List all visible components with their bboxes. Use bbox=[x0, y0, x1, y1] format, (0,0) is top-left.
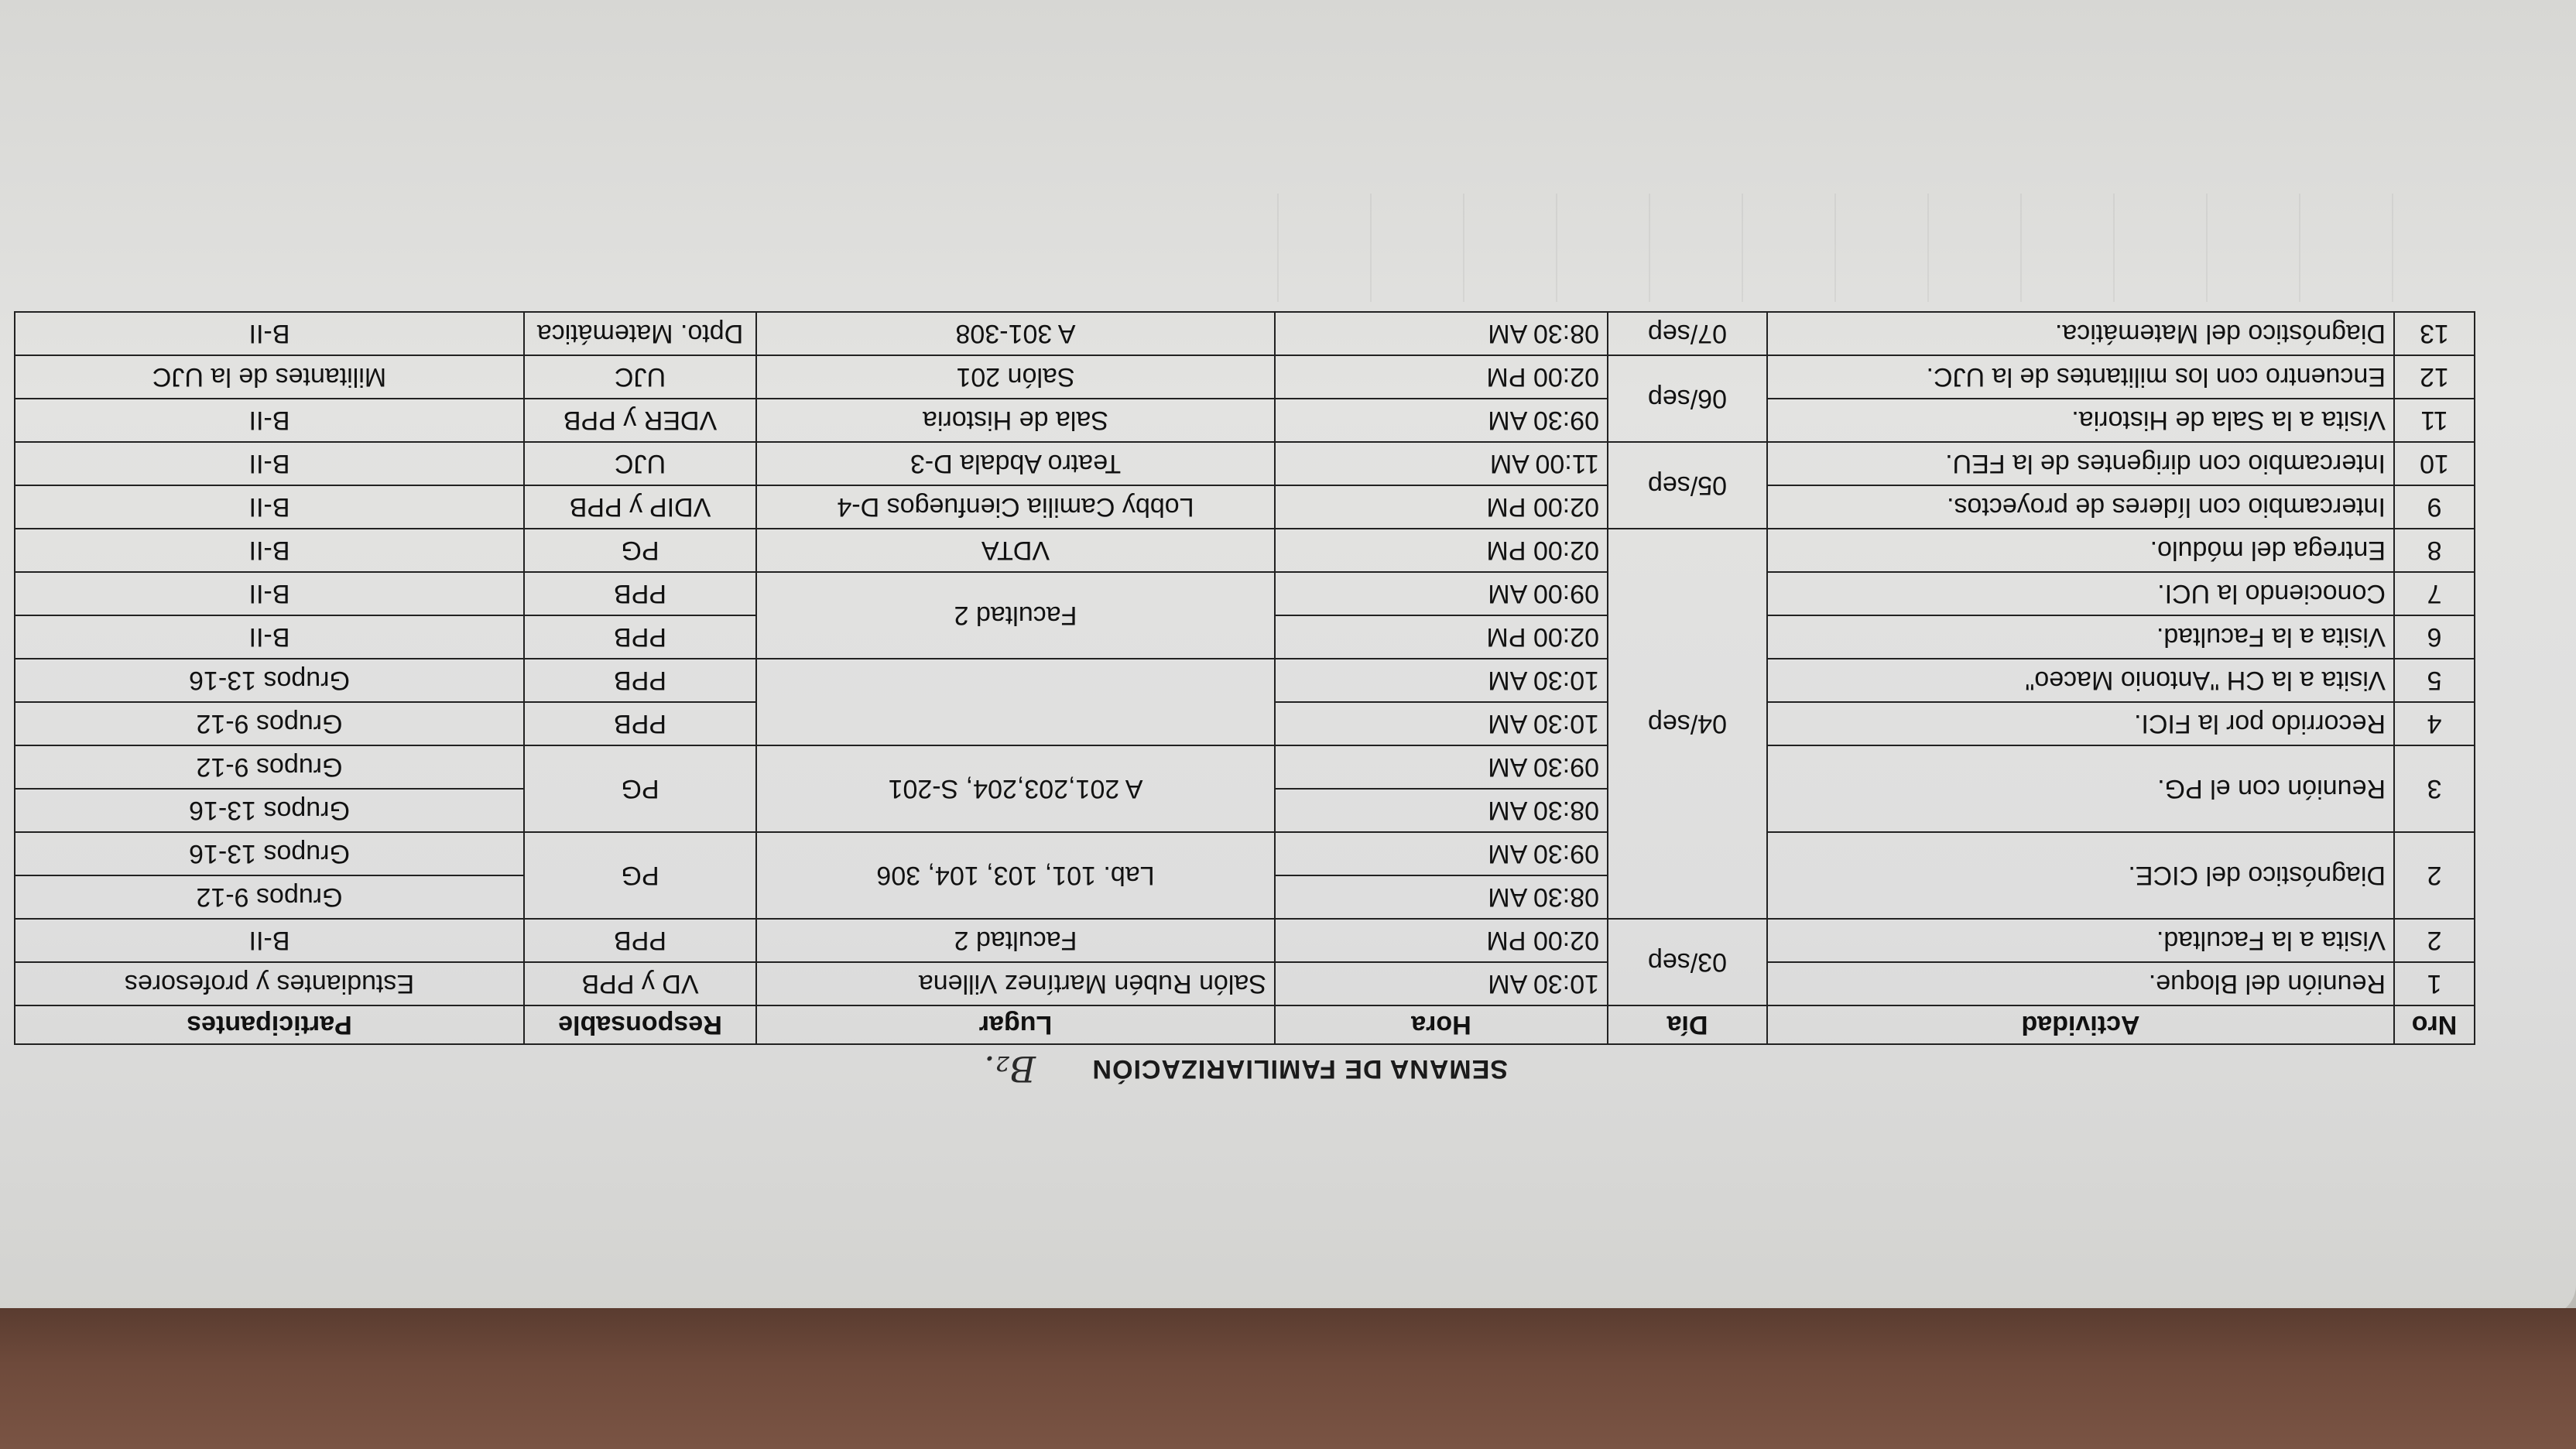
cell-lugar: Lobby Camilia Cienfuegos D-4 bbox=[756, 485, 1275, 529]
table-row bbox=[15, 399, 2475, 442]
cell-participantes: Grupos 9-12 bbox=[15, 702, 524, 745]
cell-lugar: Lab. 101, 103, 104, 306 bbox=[756, 832, 1275, 919]
schedule-table bbox=[14, 311, 2475, 1045]
cell-responsable: PPB bbox=[524, 615, 756, 659]
cell-lugar: Sala de Historia bbox=[756, 399, 1275, 442]
cell-nro: 4 bbox=[2394, 702, 2475, 745]
cell-hora: 10:30 AM bbox=[1275, 962, 1608, 1005]
cell-hora: 08:30 AM bbox=[1275, 789, 1608, 832]
cell-hora: 09:30 AM bbox=[1275, 399, 1608, 442]
cell-actividad: Intercambio con líderes de proyectos. bbox=[1767, 485, 2394, 529]
cell-hora: 02:00 PM bbox=[1275, 919, 1608, 962]
header-nro: Nro bbox=[2394, 1005, 2475, 1044]
document-title: SEMANA DE FAMILIARIZACIÓN bbox=[1091, 1054, 1508, 1084]
cell-responsable: PPB bbox=[524, 659, 756, 702]
cell-actividad: Diagnóstico del Matemática. bbox=[1767, 312, 2394, 355]
rotated-document bbox=[15, 275, 2475, 1090]
cell-responsable: PPB bbox=[524, 919, 756, 962]
cell-participantes: Grupos 13-16 bbox=[15, 789, 524, 832]
cell-responsable: PPB bbox=[524, 702, 756, 745]
cell-dia: 05/sep bbox=[1608, 442, 1767, 529]
cell-participantes: B-II bbox=[15, 312, 524, 355]
cell-actividad: Intercambio con dirigentes de la FEU. bbox=[1767, 442, 2394, 485]
cell-hora: 10:30 AM bbox=[1275, 702, 1608, 745]
cell-actividad: Conociendo la UCI. bbox=[1767, 572, 2394, 615]
header-dia: Día bbox=[1608, 1005, 1767, 1044]
cell-nro: 8 bbox=[2394, 529, 2475, 572]
cell-actividad: Visita a la CH "Antonio Maceo" bbox=[1767, 659, 2394, 702]
cell-participantes: B-II bbox=[15, 615, 524, 659]
cell-hora: 11:00 AM bbox=[1275, 442, 1608, 485]
cell-actividad: Entrega del módulo. bbox=[1767, 529, 2394, 572]
cell-nro: 11 bbox=[2394, 399, 2475, 442]
cell-actividad: Visita a la Facultad. bbox=[1767, 615, 2394, 659]
cell-actividad: Visita a la Facultad. bbox=[1767, 919, 2394, 962]
cell-participantes: Grupos 9-12 bbox=[15, 875, 524, 919]
cell-participantes: Militantes de la UJC bbox=[15, 355, 524, 399]
cell-lugar: Facultad 2 bbox=[756, 572, 1275, 659]
cell-participantes: B-II bbox=[15, 919, 524, 962]
cell-nro: 10 bbox=[2394, 442, 2475, 485]
cell-participantes: Grupos 13-16 bbox=[15, 659, 524, 702]
header-actividad: Actividad bbox=[1767, 1005, 2394, 1044]
cell-responsable: UJC bbox=[524, 355, 756, 399]
cell-participantes: B-II bbox=[15, 529, 524, 572]
cell-hora: 09:00 AM bbox=[1275, 572, 1608, 615]
cell-responsable: UJC bbox=[524, 442, 756, 485]
cell-participantes: B-II bbox=[15, 572, 524, 615]
cell-hora: 08:30 AM bbox=[1275, 312, 1608, 355]
cell-lugar: Facultad 2 bbox=[756, 919, 1275, 962]
cell-dia: 07/sep bbox=[1608, 312, 1767, 355]
cell-responsable: PPB bbox=[524, 572, 756, 615]
table-row bbox=[15, 312, 2475, 355]
cell-participantes: Estudiantes y profesores bbox=[15, 962, 524, 1005]
cell-dia: 04/sep bbox=[1608, 529, 1767, 919]
table-row bbox=[15, 485, 2475, 529]
header-row bbox=[15, 1005, 2475, 1044]
cell-actividad: Encuentro con los militantes de la UJC. bbox=[1767, 355, 2394, 399]
table-row bbox=[15, 702, 2475, 745]
table-row bbox=[15, 789, 2475, 832]
cell-nro: 12 bbox=[2394, 355, 2475, 399]
cell-nro: 5 bbox=[2394, 659, 2475, 702]
cell-responsable: VDIP y PPB bbox=[524, 485, 756, 529]
header-lugar: Lugar bbox=[756, 1005, 1275, 1044]
cell-nro: 9 bbox=[2394, 485, 2475, 529]
cell-responsable: PG bbox=[524, 529, 756, 572]
cell-actividad: Recorrido por la FICI. bbox=[1767, 702, 2394, 745]
cell-lugar bbox=[756, 659, 1275, 745]
cell-dia: 06/sep bbox=[1608, 355, 1767, 442]
cell-lugar: A 301-308 bbox=[756, 312, 1275, 355]
cell-participantes: Grupos 9-12 bbox=[15, 745, 524, 789]
title-row bbox=[15, 1048, 2475, 1090]
cell-responsable: PG bbox=[524, 832, 756, 919]
cell-responsable: Dpto. Matemática bbox=[524, 312, 756, 355]
cell-participantes: B-II bbox=[15, 485, 524, 529]
table-row bbox=[15, 442, 2475, 485]
table-row bbox=[15, 875, 2475, 919]
cell-nro: 7 bbox=[2394, 572, 2475, 615]
handwritten-signature: B₂. bbox=[984, 1048, 1036, 1090]
cell-participantes: Grupos 13-16 bbox=[15, 832, 524, 875]
cell-lugar: Teatro Abdala D-3 bbox=[756, 442, 1275, 485]
cell-hora: 09:30 AM bbox=[1275, 745, 1608, 789]
floor-background bbox=[0, 1308, 2576, 1449]
cell-lugar: Salón 201 bbox=[756, 355, 1275, 399]
cell-responsable: PG bbox=[524, 745, 756, 832]
cell-hora: 02:00 PM bbox=[1275, 355, 1608, 399]
cell-actividad: Reunión con el PG. bbox=[1767, 745, 2394, 832]
cell-nro: 3 bbox=[2394, 745, 2475, 832]
cell-participantes: B-II bbox=[15, 399, 524, 442]
cell-nro: 1 bbox=[2394, 962, 2475, 1005]
cell-hora: 10:30 AM bbox=[1275, 659, 1608, 702]
header-participantes: Participantes bbox=[15, 1005, 524, 1044]
cell-lugar: A 201,203,204, S-201 bbox=[756, 745, 1275, 832]
cell-nro: 2 bbox=[2394, 832, 2475, 919]
cell-hora: 09:30 AM bbox=[1275, 832, 1608, 875]
header-hora: Hora bbox=[1275, 1005, 1608, 1044]
cell-nro: 6 bbox=[2394, 615, 2475, 659]
cell-lugar: Salón Rubén Martínez Villena bbox=[756, 962, 1275, 1005]
cell-actividad: Visita a la Sala de Historia. bbox=[1767, 399, 2394, 442]
table-row bbox=[15, 615, 2475, 659]
table-row bbox=[15, 355, 2475, 399]
cell-dia: 03/sep bbox=[1608, 919, 1767, 1005]
cell-actividad: Diagnóstico del CICE. bbox=[1767, 832, 2394, 919]
cell-responsable: VDER y PPB bbox=[524, 399, 756, 442]
cell-hora: 02:00 PM bbox=[1275, 529, 1608, 572]
cell-nro: 13 bbox=[2394, 312, 2475, 355]
table-row bbox=[15, 962, 2475, 1005]
table-row bbox=[15, 529, 2475, 572]
cell-nro: 2 bbox=[2394, 919, 2475, 962]
header-responsable: Responsable bbox=[524, 1005, 756, 1044]
cell-participantes: B-II bbox=[15, 442, 524, 485]
cell-hora: 02:00 PM bbox=[1275, 485, 1608, 529]
table-row bbox=[15, 919, 2475, 962]
cell-lugar: VDTA bbox=[756, 529, 1275, 572]
cell-hora: 08:30 AM bbox=[1275, 875, 1608, 919]
cell-hora: 02:00 PM bbox=[1275, 615, 1608, 659]
cell-responsable: VD y PPB bbox=[524, 962, 756, 1005]
cell-actividad: Reunión del Bloque. bbox=[1767, 962, 2394, 1005]
